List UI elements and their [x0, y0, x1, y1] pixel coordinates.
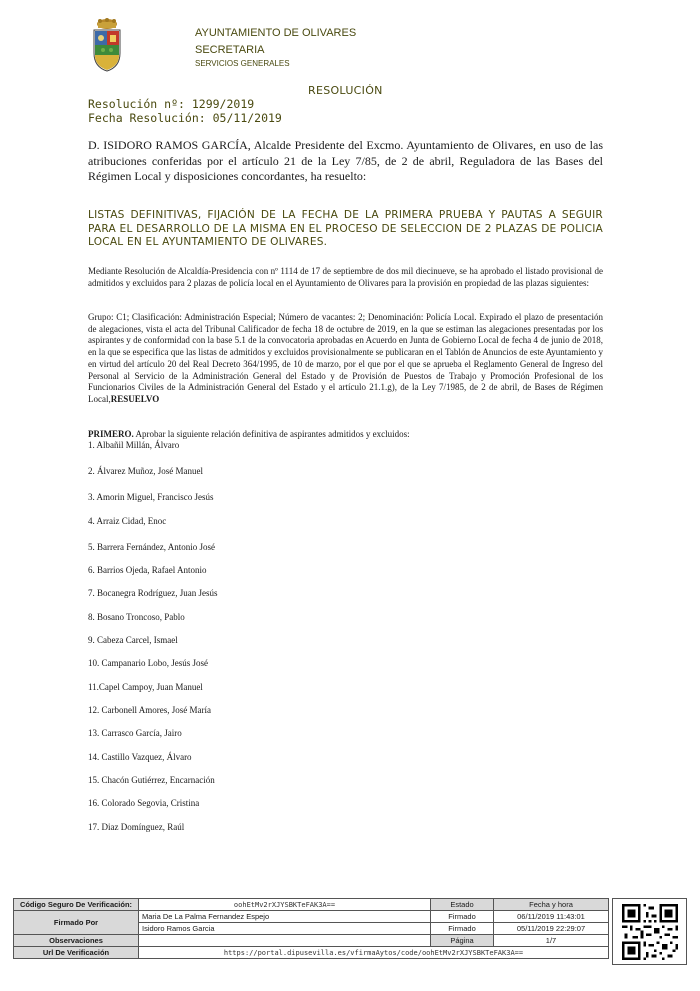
- url-label: Url De Verificación: [14, 947, 139, 959]
- department-name: SECRETARIA: [195, 44, 265, 56]
- list-item: 4. Arraiz Cidad, Enoc: [88, 516, 167, 526]
- list-item: 17. Diaz Domínguez, Raúl: [88, 822, 185, 832]
- signer-name: Isidoro Ramos Garcia: [139, 923, 431, 935]
- list-item: 16. Colorado Segovia, Cristina: [88, 798, 200, 808]
- list-item: 6. Barrios Ojeda, Rafael Antonio: [88, 565, 207, 575]
- paragraph-2-text: Grupo: C1; Clasificación: Administración Especial; Número de vacantes: 2; Denominación: Policía Local. Expirado el plazo de presentación de alegaciones, vista el acta del Tribunal Calificador de fecha 18 de octubre de 2019, en la que se estiman las alegaciones presentadas por los aspirantes y de conformidad con la base 5.1 de la convocatoria aprobadas en Acuerdo en Junta de Gobierno Local de fecha 4 de junio de 2018, en la que se especifica que las listas de admitidos y excluidos provisionalmente se publicaran en el Tablón de Anuncios de este Ayuntamiento y en virtud del artículo 20 del Real Decreto 364/1995, de 10 de marzo, por el que por el que se aprueba el Reglamento General de Ingreso del Personal al Servicio de la Administración General del Estado y de Provisión de Puestos de Trabajo y Promoción Profesional de los Funcionarios Civiles de la Administración General del Estado y el artículo 21.1.g), de la Ley 7/1985, de 2 de abril, de Bases de Régimen Local,: [88, 312, 603, 404]
- list-item: 2. Álvarez Muñoz, José Manuel: [88, 466, 203, 476]
- signer-name: Maria De La Palma Fernandez Espejo: [139, 911, 431, 923]
- list-item: 14. Castillo Vazquez, Álvaro: [88, 752, 192, 762]
- list-item: 9. Cabeza Carcel, Ismael: [88, 635, 178, 645]
- observaciones-value: [139, 935, 431, 947]
- signer-status: Firmado: [431, 923, 494, 935]
- list-item: 13. Carrasco García, Jairo: [88, 728, 182, 738]
- csv-label: Código Seguro De Verificación:: [14, 899, 139, 911]
- list-item: 8. Bosano Troncoso, Pablo: [88, 612, 185, 622]
- document-title: RESOLUCIÓN: [308, 84, 383, 97]
- table-row: [14, 899, 609, 911]
- primero-text: Aprobar la siguiente relación definitiva de aspirantes admitidos y excluidos:: [133, 429, 410, 439]
- intro-paragraph: D. ISIDORO RAMOS GARCÍA, Alcalde Presidente del Excmo. Ayuntamiento de Olivares, en uso de las atribuciones conferidas por el artículo 21 de la Ley 7/85, de 2 de abril, Reguladora de las Bases del Régimen Local y disposiciones concordantes, ha resuelto:: [88, 138, 603, 183]
- resolution-number: Resolución nº: 1299/2019: [88, 97, 255, 111]
- csv-value: oohEtMv2rXJYSBKTeFAK3A==: [139, 899, 431, 911]
- primero-label: PRIMERO.: [88, 429, 134, 439]
- verification-url-link[interactable]: https://portal.dipusevilla.es/vfirmaAytos/code/oohEtMv2rXJYSBKTeFAK3A==: [139, 947, 609, 959]
- resolution-date: Fecha Resolución: 05/11/2019: [88, 111, 282, 125]
- signer-date: 05/11/2019 22:29:07: [494, 923, 609, 935]
- observaciones-label: Observaciones: [14, 935, 139, 947]
- qr-code-icon: [622, 904, 678, 960]
- signer-date: 06/11/2019 11:43:01: [494, 911, 609, 923]
- table-row: [14, 935, 609, 947]
- list-item: 11.Capel Campoy, Juan Manuel: [88, 682, 203, 692]
- list-item: 12. Carbonell Amores, José María: [88, 705, 211, 715]
- list-item: 10. Campanario Lobo, Jesús José: [88, 658, 208, 668]
- table-row: [14, 947, 609, 959]
- pagina-label: Página: [431, 935, 494, 947]
- paragraph-1: Mediante Resolución de Alcaldía-Presidencia con nº 1114 de 17 de septiembre de dos mil diecinueve, se ha aprobado el listado provisional de admitidos y excluidos para 2 plazas de policía local en el Ayuntamiento de Olivares para la provisión en propiedad de las plazas siguientes:: [88, 266, 603, 288]
- list-item: 15. Chacón Gutiérrez, Encarnación: [88, 775, 215, 785]
- signer-status: Firmado: [431, 911, 494, 923]
- subject-heading: LISTAS DEFINITIVAS, FIJACIÓN DE LA FECHA DE LA PRIMERA PRUEBA Y PAUTAS A SEGUIR PARA EL DESARROLLO DE LA MISMA EN EL PROCESO DE SELECCION DE 2 PLAZAS DE POLICIA LOCAL EN EL AYUNTAMIENTO DE OLIVARES.: [88, 209, 603, 248]
- list-item: 7. Bocanegra Rodríguez, Juan Jesús: [88, 588, 218, 598]
- org-name: AYUNTAMIENTO DE OLIVARES: [195, 27, 357, 39]
- list-item: 1. Albañil Millán, Álvaro: [88, 440, 180, 450]
- service-name: SERVICIOS GENERALES: [195, 59, 290, 68]
- primero-paragraph: [88, 429, 603, 441]
- pagina-value: 1/7: [494, 935, 609, 947]
- qr-code-frame: [612, 898, 687, 965]
- estado-header: Estado: [431, 899, 494, 911]
- paragraph-2: [88, 312, 603, 406]
- resuelvo-label: RESUELVO: [110, 393, 160, 404]
- fecha-header: Fecha y hora: [494, 899, 609, 911]
- list-item: 3. Amorin Miguel, Francisco Jesús: [88, 492, 214, 502]
- header-block: [195, 26, 356, 70]
- municipal-crest-icon: [90, 17, 124, 73]
- table-row: [14, 911, 609, 923]
- list-item: 5. Barrera Fernández, Antonio José: [88, 542, 215, 552]
- firmado-label: Firmado Por: [14, 911, 139, 935]
- verification-table: [13, 898, 609, 959]
- resolution-refs: [88, 97, 282, 125]
